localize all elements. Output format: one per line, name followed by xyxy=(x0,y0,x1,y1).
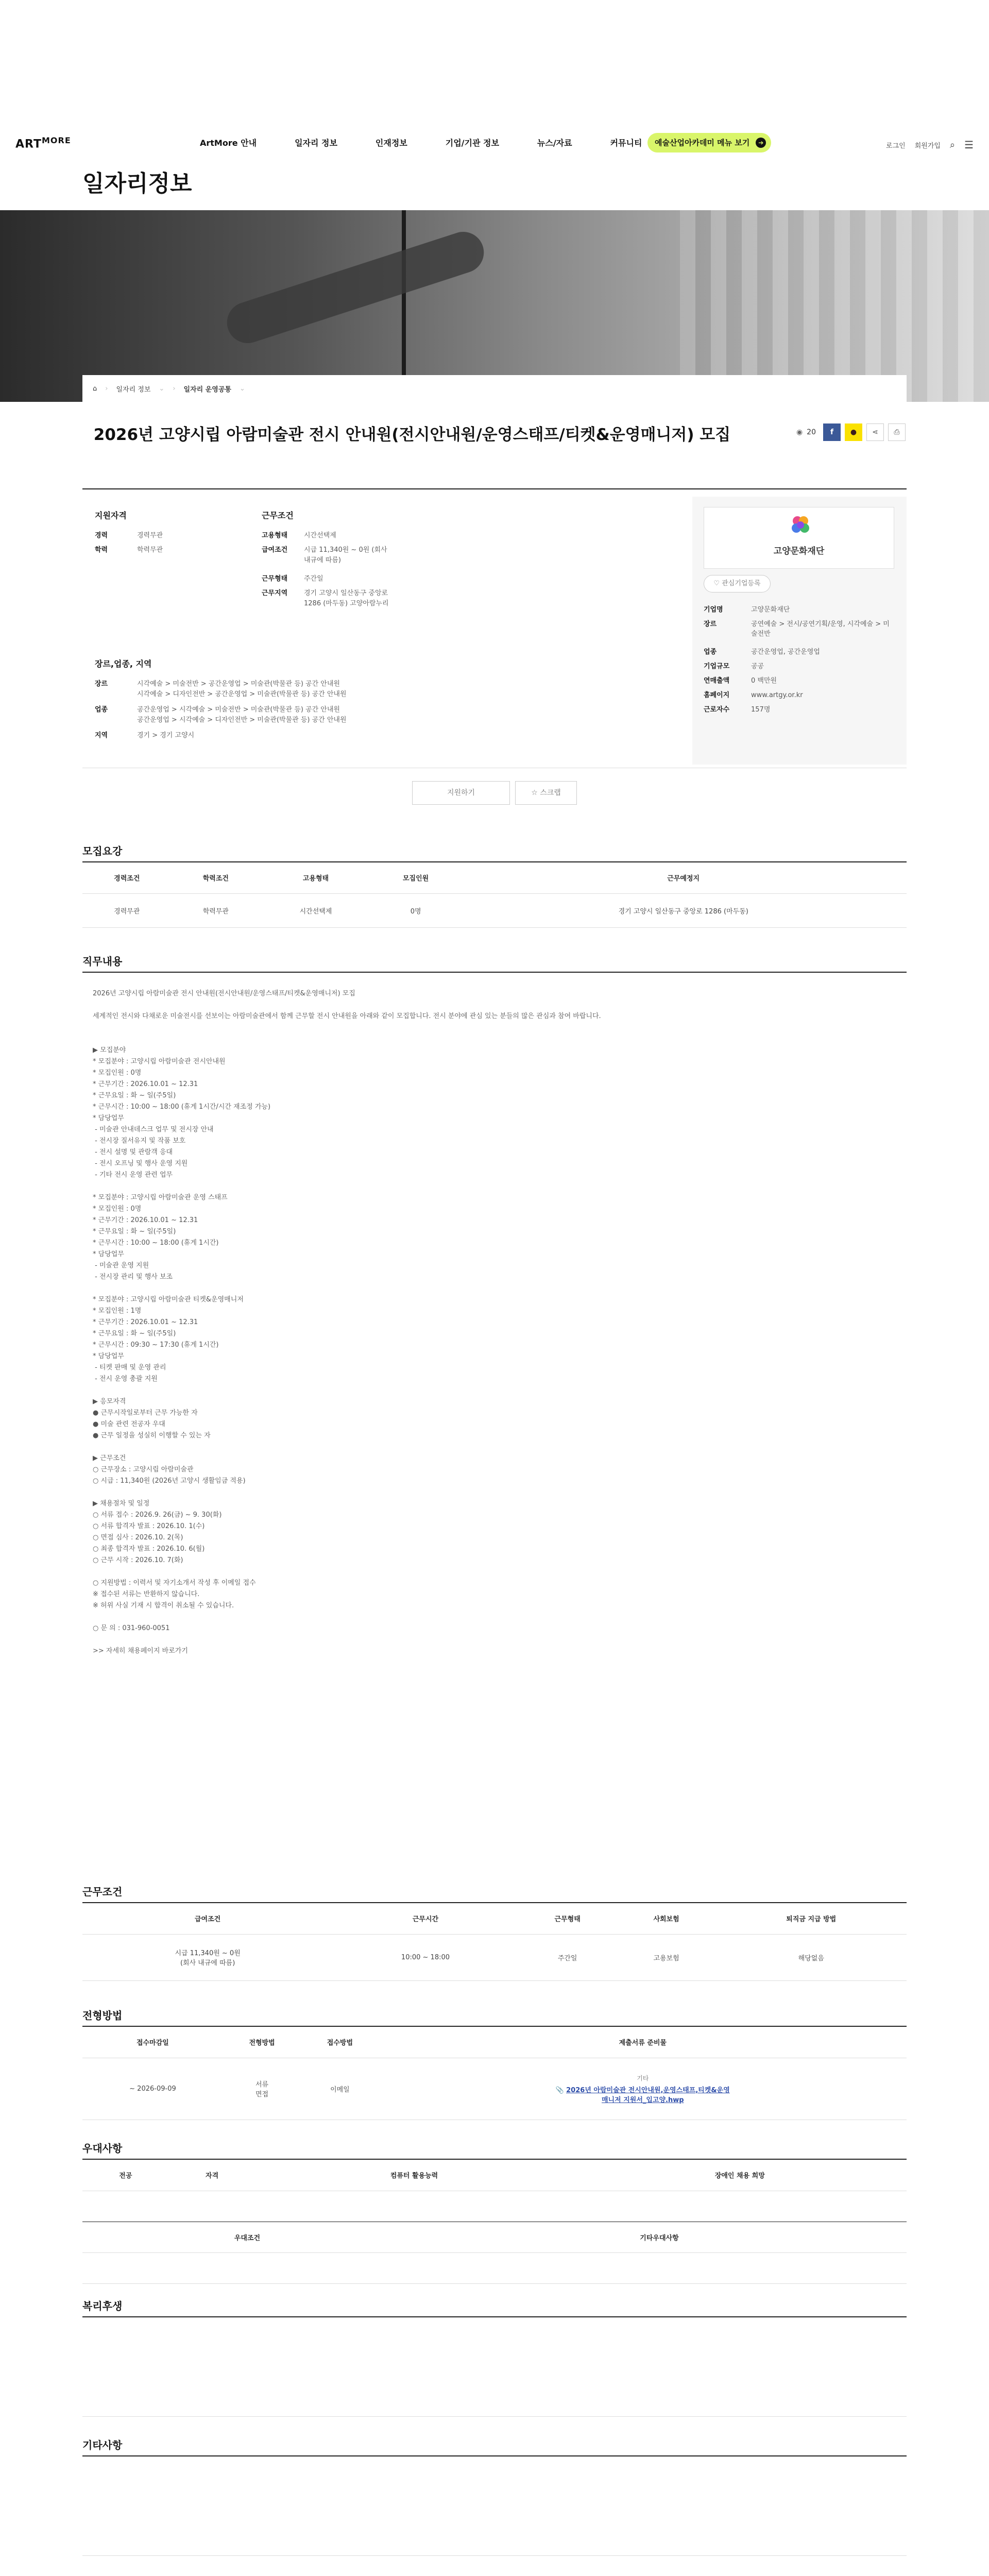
attachment xyxy=(555,2084,730,2104)
field-genre-key: 장르 xyxy=(95,680,108,688)
company-logo[interactable] xyxy=(704,507,894,569)
table-row xyxy=(82,2253,907,2284)
recruit-cell: 0명 xyxy=(371,893,461,927)
recruit-title: 모집요강 xyxy=(82,845,123,857)
chevron-down-icon[interactable]: ⌄ xyxy=(159,384,165,393)
prefer-table-1 xyxy=(82,2160,907,2222)
global-nav xyxy=(0,131,989,155)
prefer-title: 우대사항 xyxy=(82,2142,123,2155)
recruit-cell: 경기 고양시 일산동구 중앙로 1286 (마두동) xyxy=(460,893,907,927)
breadcrumb-separator: › xyxy=(173,384,176,393)
process-table xyxy=(82,2027,907,2120)
nav-item-jobs[interactable]: 일자리 정보 xyxy=(295,138,337,148)
paperclip-icon: 📎 xyxy=(555,2086,564,2094)
support-edu-key: 학력 xyxy=(95,546,108,554)
company-row-employees xyxy=(704,705,894,715)
company-row-name-value: 고양문화재단 xyxy=(751,606,790,614)
work-type-value: 시간선택제 xyxy=(304,532,336,539)
conditions-header: 급여조건 xyxy=(82,1903,333,1934)
view-count: 20 xyxy=(807,428,816,436)
nav-item-community[interactable]: 커뮤니티 xyxy=(610,138,642,148)
hero-pole xyxy=(402,210,406,402)
home-icon[interactable]: ⌂ xyxy=(93,384,97,393)
company-row-revenue xyxy=(704,676,894,686)
process-header: 접수방법 xyxy=(301,2027,379,2058)
scrap-button[interactable]: ☆ 스크랩 xyxy=(515,781,577,805)
support-career-value: 경력무관 xyxy=(137,532,163,539)
conditions-header: 근무시간 xyxy=(333,1903,518,1934)
conditions-cell: 해당없음 xyxy=(716,1934,907,1980)
work-pay xyxy=(262,545,387,566)
support-career-key: 경력 xyxy=(95,532,108,539)
process-title: 전형방법 xyxy=(82,2009,123,2022)
nav-item-company[interactable]: 기업/기관 정보 xyxy=(445,138,499,148)
breadcrumb-item-jobs[interactable]: 일자리 정보 xyxy=(116,385,151,394)
work-area-value: 경기 고양시 일산동구 중앙로 1286 (마두동) 고양아람누리 xyxy=(304,589,389,607)
recruit-header: 학력조건 xyxy=(172,862,261,893)
kakao-share-icon[interactable]: ● xyxy=(845,423,862,441)
company-row-industry-key: 업종 xyxy=(704,648,717,656)
share-icon[interactable]: ⋖ xyxy=(866,423,884,441)
company-row-employees-value: 157명 xyxy=(751,706,771,714)
table-row xyxy=(82,1934,907,1980)
login-link[interactable]: 로그인 xyxy=(886,142,906,150)
chevron-down-icon[interactable]: ⌄ xyxy=(239,384,245,393)
process-cell-files xyxy=(379,2058,907,2120)
facebook-share-icon[interactable]: f xyxy=(823,423,841,441)
logo[interactable]: $ART^{MORE}$ xyxy=(15,135,71,151)
company-row-size-key: 기업규모 xyxy=(704,663,730,670)
prefer-header: 우대조건 xyxy=(82,2222,412,2253)
conditions-table xyxy=(82,1903,907,1981)
search-icon[interactable]: ⌕ xyxy=(949,139,956,150)
breadcrumb-item-category[interactable]: 일자리 운영공통 xyxy=(183,385,231,394)
conditions-cell: 10:00 ~ 18:00 xyxy=(333,1934,518,1980)
support-edu xyxy=(95,545,163,555)
conditions-cell: 주간일 xyxy=(518,1934,617,1980)
support-career xyxy=(95,531,163,541)
company-row-genre xyxy=(704,619,894,639)
signup-link[interactable]: 회원가입 xyxy=(914,142,941,150)
duty-description: 2026년 고양시립 아람미술관 전시 안내원(전시안내원/운영스태프/티켓&운영매니저) 모집 세계적인 전시와 다채로운 미술전시를 선보이는 아람미술관에서 함께 근무할 전시 안내원을 아래와 같이 모집합니다. 전시 분야에 관심 있는 분들의 많은 관심과 참여 바랍니다. ▶ 모집분야 * 모집분야 : 고양시립 아람미술관 전시안내원 * 모집인원 : 0명 * 근무기간 : 2026.10.01 ~ 12.31 * 근무요일 : 화 ~ 일(주5일) * 근무시간 : 10:00 ~ 18:00 (휴게 1시간/시간 재조정 가능) * 담당업무 - 미술관 안내데스크 업무 및 전시장 안내 - 전시장 질서유지 및 작품 보호 - 전시 설명 및 관람객 응대 - 전시 오프닝 및 행사 운영 지원 - 기타 전시 운영 관련 업무 * 모집분야 : 고양시립 아람미술관 운영 스태프 * 모집인원 : 0명 * 근무기간 : 2026.10.01 ~ 12.31 * 근무요일 : 화 ~ 일(주5일) * 근무시간 : 10:00 ~ 18:00 (휴게 1시간) * 담당업무 - 미술관 운영 지원 - 전시장 관리 및 행사 보조 * 모집분야 : 고양시립 아람미술관 티켓&운영매니저 * 모집인원 : 1명 * 근무기간 : 2026.10.01 ~ 12.31 * 근무요일 : 화 ~ 일(주5일) * 근무시간 : 09:30 ~ 17:30 (휴게 1시간) * 담당업무 - 티켓 판매 및 운영 관리 - 전시 운영 총괄 지원 ▶ 응모자격 ● 근무시작일로부터 근무 가능한 자 ● 미술 관련 전공자 우대 ● 근무 일정을 성실히 이행할 수 있는 자 ▶ 근무조건 ○ 근무장소 : 고양시립 아람미술관 ○ 시급 : 11,340원 (2026년 고양시 생활임금 적용) ▶ 채용절차 및 일정 ○ 서류 접수 : 2026.9. 26(금) ~ 9. 30(화) ○ 서류 합격자 발표 : 2026.10. 1(수) ○ 면접 심사 : 2026.10. 2(목) ○ 최종 합격자 발표 : 2026.10. 6(월) ○ 근무 시작 : 2026.10. 7(화) ○ 지원방법 : 이력서 및 자기소개서 작성 후 이메일 접수 ※ 접수된 서류는 반환하지 않습니다. ※ 허위 사실 기재 시 합격이 취소될 수 있습니다. ○ 문 의 : 031-960-0051 >> 자세히 채용페이지 바로가기 xyxy=(93,990,601,1655)
work-type-key: 고용형태 xyxy=(262,532,288,539)
recruit-table xyxy=(82,862,907,928)
prefer-header: 장애인 채용 희망 xyxy=(573,2160,907,2191)
field-title: 장르,업종, 지역 xyxy=(95,659,152,669)
support-edu-value: 학력무관 xyxy=(137,546,163,554)
recruit-cell: 학력무관 xyxy=(172,893,261,927)
menu-icon[interactable]: ☰ xyxy=(964,139,974,151)
main-nav xyxy=(200,137,680,148)
conditions-header: 근무형태 xyxy=(518,1903,617,1934)
nav-item-talent[interactable]: 인재정보 xyxy=(375,138,407,148)
company-row-size-value: 공공 xyxy=(751,663,764,670)
company-row-size xyxy=(704,662,894,671)
conditions-cell: 고용보험 xyxy=(617,1934,716,1980)
field-industry-key: 업종 xyxy=(95,706,108,714)
company-row-revenue-key: 연매출액 xyxy=(704,677,730,685)
hero-curtain xyxy=(680,210,989,402)
work-shift-value: 주간일 xyxy=(304,575,323,583)
prefer-table-2 xyxy=(82,2222,907,2284)
recruit-header: 근무예정지 xyxy=(460,862,907,893)
process-cell: 이메일 xyxy=(301,2058,379,2120)
job-title: 2026년 고양시립 아람미술관 전시 안내원(전시안내원/운영스태프/티켓&운영매니저) 모집 xyxy=(93,426,731,444)
company-row-industry-value: 공간운영업, 공간운영업 xyxy=(751,648,820,656)
field-industry xyxy=(95,705,347,725)
breadcrumb-separator: › xyxy=(105,384,108,393)
field-industry-value: 공간운영업 > 시각예술 > 미술전반 > 미술관(박물관 등) 공간 안내원 공간운영업 > 시각예술 > 디자인전반 > 미술관(박물관 등) 공간 안내원 xyxy=(137,706,347,724)
work-area xyxy=(262,588,389,609)
util-menu xyxy=(886,139,974,151)
field-genre-value: 시각예술 > 미술전반 > 공간운영업 > 미술관(박물관 등) 공간 안내원 시각예술 > 디자인전반 > 공간운영업 > 미술관(박물관 등) 공간 안내원 xyxy=(137,680,347,698)
prefer-header: 자격 xyxy=(169,2160,255,2191)
recruit-cell: 경력무관 xyxy=(82,893,172,927)
process-header: 전형방법 xyxy=(223,2027,301,2058)
conditions-cell: 시급 11,340원 ~ 0원 (회사 내규에 따름) xyxy=(82,1934,333,1980)
company-logo-mark xyxy=(790,514,811,539)
divider xyxy=(82,2555,907,2556)
academy-menu-label: 예술산업아카데미 메뉴 보기 xyxy=(655,138,750,147)
table-row xyxy=(82,2058,907,2120)
field-region-value: 경기 > 경기 고양시 xyxy=(137,732,195,739)
prefer-header: 전공 xyxy=(82,2160,169,2191)
process-cell: 서류 면접 xyxy=(223,2058,301,2120)
field-region-key: 지역 xyxy=(95,732,108,739)
field-region xyxy=(95,731,194,741)
work-pay-value: 시급 11,340원 ~ 0원 (회사 내규에 따름) xyxy=(304,546,387,564)
company-row-employees-key: 근로자수 xyxy=(704,706,730,714)
company-row-name xyxy=(704,605,894,615)
table-row xyxy=(82,2191,907,2222)
divider xyxy=(82,2455,907,2456)
company-row-homepage-key: 홈페이지 xyxy=(704,691,730,699)
recruit-cell: 시간선택제 xyxy=(260,893,371,927)
work-type xyxy=(262,531,336,541)
recruit-header: 경력조건 xyxy=(82,862,172,893)
process-header: 접수마감일 xyxy=(82,2027,223,2058)
academy-menu-button[interactable] xyxy=(647,133,771,152)
company-row-name-key: 기업명 xyxy=(704,606,723,614)
divider xyxy=(82,2416,907,2417)
company-row-genre-value: 공연예술 > 전시/공연기획/운영, 시각예술 > 미술전반 xyxy=(751,620,890,638)
scrap-label: 스크랩 xyxy=(540,789,561,797)
field-genre xyxy=(95,679,347,700)
conditions-title: 근무조건 xyxy=(82,1886,123,1898)
company-row-industry xyxy=(704,647,894,657)
company-row-homepage-value[interactable]: www.artgy.or.kr xyxy=(751,691,803,699)
breadcrumb xyxy=(82,375,907,402)
divider xyxy=(82,488,907,489)
work-shift xyxy=(262,574,323,584)
share-tools xyxy=(796,423,906,441)
nav-item-news[interactable]: 뉴스/자료 xyxy=(537,138,572,148)
divider xyxy=(82,2316,907,2317)
work-pay-key: 급여조건 xyxy=(262,546,288,554)
work-title: 근무조건 xyxy=(262,511,294,520)
prefer-header: 컴퓨터 활용능력 xyxy=(255,2160,573,2191)
work-area-key: 근무지역 xyxy=(262,589,288,597)
favorite-company-button[interactable]: ♡ 관심기업등록 xyxy=(704,575,771,592)
eye-icon: ◉ xyxy=(796,428,803,436)
table-row xyxy=(82,893,907,927)
company-card xyxy=(692,497,907,765)
print-icon[interactable]: ⎙ xyxy=(888,423,906,441)
company-row-revenue-value: 0 백만원 xyxy=(751,677,777,685)
recruit-header: 고용형태 xyxy=(260,862,371,893)
conditions-header: 사회보험 xyxy=(617,1903,716,1934)
favorite-company-label: 관심기업등록 xyxy=(722,580,761,587)
recruit-header: 모집인원 xyxy=(371,862,461,893)
etc-title: 기타사항 xyxy=(82,2439,123,2451)
company-row-homepage xyxy=(704,690,894,700)
divider xyxy=(82,972,907,973)
arrow-right-icon: ➔ xyxy=(756,138,766,148)
process-doc-type: 기타 xyxy=(637,2074,649,2082)
process-header: 제출서류 준비물 xyxy=(379,2027,907,2058)
apply-button[interactable]: 지원하기 xyxy=(412,781,510,805)
company-row-genre-key: 장르 xyxy=(704,620,717,628)
nav-item-about[interactable]: ArtMore 안내 xyxy=(200,138,257,148)
work-shift-key: 근무형태 xyxy=(262,575,288,583)
process-cell: ~ 2026-09-09 xyxy=(82,2058,223,2120)
support-title: 지원자격 xyxy=(95,511,127,520)
prefer-header: 기타우대사항 xyxy=(412,2222,907,2253)
welfare-title: 복리후생 xyxy=(82,2300,123,2312)
hero-image xyxy=(0,210,989,402)
duty-title: 직무내용 xyxy=(82,955,123,968)
page-title: 일자리정보 xyxy=(82,171,192,197)
company-logo-name: 고양문화재단 xyxy=(773,546,825,556)
conditions-header: 퇴직금 지급 방법 xyxy=(716,1903,907,1934)
hero-dancer xyxy=(221,227,489,349)
attachment-link[interactable]: 2026년 아람미술관 전시안내원,운영스태프,티켓&운영매니저 지원서_입고양.hwp xyxy=(566,2086,730,2104)
